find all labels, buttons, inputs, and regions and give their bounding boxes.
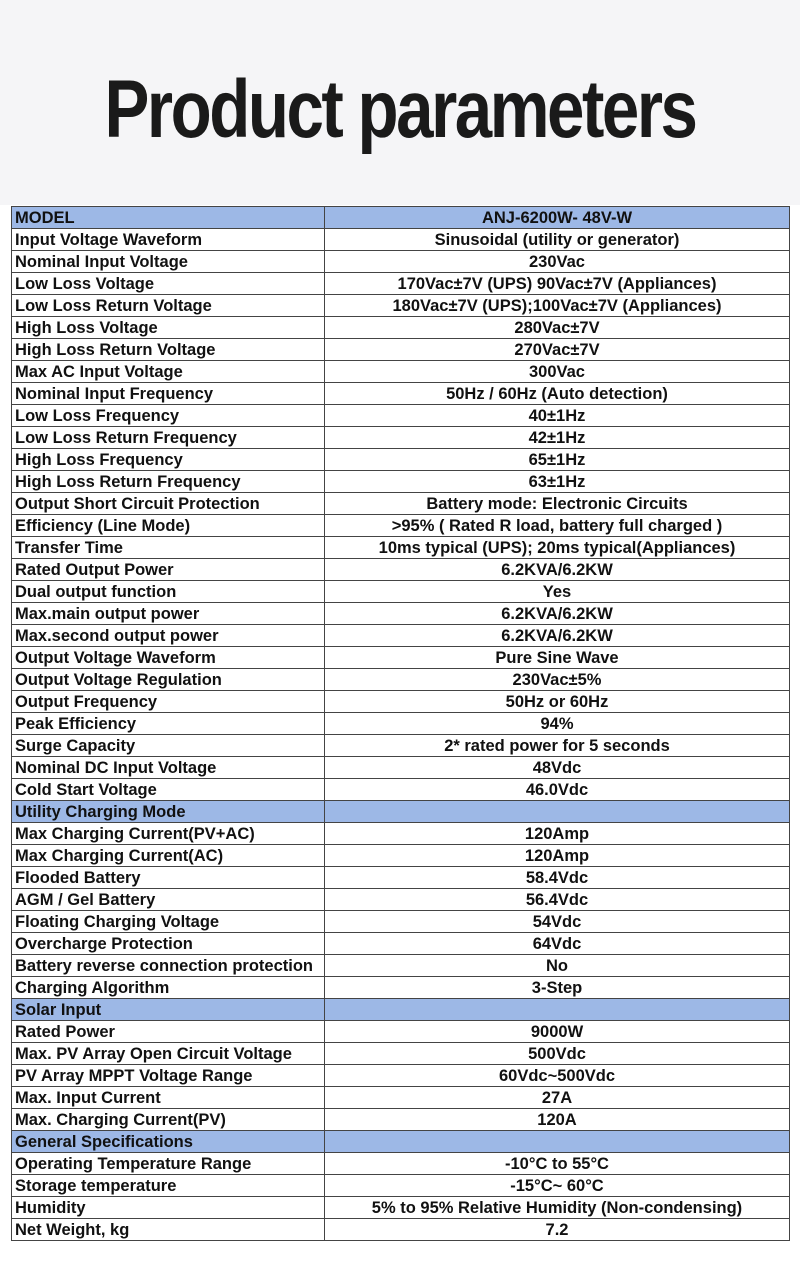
parameter-value: 170Vac±7V (UPS) 90Vac±7V (Appliances) <box>325 273 790 295</box>
parameter-label: Max.main output power <box>12 603 325 625</box>
parameter-value: 56.4Vdc <box>325 889 790 911</box>
table-row <box>12 603 790 625</box>
parameter-label: Low Loss Frequency <box>12 405 325 427</box>
table-row <box>12 383 790 405</box>
parameter-value: Pure Sine Wave <box>325 647 790 669</box>
parameter-label: Max. Charging Current(PV) <box>12 1109 325 1131</box>
parameter-label: Output Short Circuit Protection <box>12 493 325 515</box>
parameter-label: Max.second output power <box>12 625 325 647</box>
parameter-label: Cold Start Voltage <box>12 779 325 801</box>
parameter-label: Charging Algorithm <box>12 977 325 999</box>
table-row <box>12 779 790 801</box>
parameter-label: Low Loss Return Frequency <box>12 427 325 449</box>
table-row <box>12 405 790 427</box>
parameter-value: Yes <box>325 581 790 603</box>
table-row <box>12 471 790 493</box>
parameter-value: 230Vac <box>325 251 790 273</box>
parameter-value: 60Vdc~500Vdc <box>325 1065 790 1087</box>
table-row <box>12 1065 790 1087</box>
table-row <box>12 889 790 911</box>
table-row <box>12 559 790 581</box>
parameter-label: Battery reverse connection protection <box>12 955 325 977</box>
table-row <box>12 317 790 339</box>
parameter-label: High Loss Voltage <box>12 317 325 339</box>
parameter-label: Rated Power <box>12 1021 325 1043</box>
parameter-value: 2* rated power for 5 seconds <box>325 735 790 757</box>
parameter-value: 46.0Vdc <box>325 779 790 801</box>
parameter-label: Transfer Time <box>12 537 325 559</box>
section-title: Utility Charging Mode <box>12 801 325 823</box>
section-value <box>325 1131 790 1153</box>
parameter-value: 270Vac±7V <box>325 339 790 361</box>
parameter-label: Output Voltage Waveform <box>12 647 325 669</box>
parameter-label: High Loss Frequency <box>12 449 325 471</box>
parameters-table-body <box>12 207 790 1241</box>
table-row <box>12 647 790 669</box>
parameter-label: Net Weight, kg <box>12 1219 325 1241</box>
parameter-value: 230Vac±5% <box>325 669 790 691</box>
page-title: Product parameters <box>104 64 696 155</box>
header-label: MODEL <box>12 207 325 229</box>
table-row <box>12 1087 790 1109</box>
table-row <box>12 1021 790 1043</box>
parameter-value: >95% ( Rated R load, battery full charged ) <box>325 515 790 537</box>
parameter-value: 58.4Vdc <box>325 867 790 889</box>
parameter-value: Sinusoidal (utility or generator) <box>325 229 790 251</box>
parameter-label: High Loss Return Voltage <box>12 339 325 361</box>
table-row <box>12 1109 790 1131</box>
parameter-label: Dual output function <box>12 581 325 603</box>
parameter-value: 63±1Hz <box>325 471 790 493</box>
parameter-value: No <box>325 955 790 977</box>
table-row <box>12 449 790 471</box>
parameter-label: Flooded Battery <box>12 867 325 889</box>
table-row <box>12 1153 790 1175</box>
parameter-value: 6.2KVA/6.2KW <box>325 625 790 647</box>
table-row <box>12 911 790 933</box>
parameter-value: 9000W <box>325 1021 790 1043</box>
table-row <box>12 229 790 251</box>
table-row <box>12 493 790 515</box>
parameter-value: 500Vdc <box>325 1043 790 1065</box>
parameter-label: AGM / Gel Battery <box>12 889 325 911</box>
parameter-label: Input Voltage Waveform <box>12 229 325 251</box>
parameter-value: 64Vdc <box>325 933 790 955</box>
header-value: ANJ-6200W- 48V-W <box>325 207 790 229</box>
parameter-label: Max. PV Array Open Circuit Voltage <box>12 1043 325 1065</box>
section-header-row <box>12 999 790 1021</box>
table-row <box>12 669 790 691</box>
parameter-label: Max Charging Current(PV+AC) <box>12 823 325 845</box>
table-row <box>12 1175 790 1197</box>
parameter-value: 6.2KVA/6.2KW <box>325 603 790 625</box>
parameter-label: Surge Capacity <box>12 735 325 757</box>
parameter-label: Low Loss Voltage <box>12 273 325 295</box>
section-value <box>325 999 790 1021</box>
parameter-value: 40±1Hz <box>325 405 790 427</box>
table-row <box>12 977 790 999</box>
parameter-value: 27A <box>325 1087 790 1109</box>
parameter-value: 50Hz / 60Hz (Auto detection) <box>325 383 790 405</box>
table-row <box>12 845 790 867</box>
table-row <box>12 955 790 977</box>
parameter-value: 94% <box>325 713 790 735</box>
table-row <box>12 757 790 779</box>
parameter-label: Output Voltage Regulation <box>12 669 325 691</box>
table-row <box>12 273 790 295</box>
table-row <box>12 735 790 757</box>
parameter-value: 120A <box>325 1109 790 1131</box>
parameter-value: 42±1Hz <box>325 427 790 449</box>
parameter-label: Storage temperature <box>12 1175 325 1197</box>
parameter-value: 6.2KVA/6.2KW <box>325 559 790 581</box>
table-row <box>12 581 790 603</box>
table-row <box>12 933 790 955</box>
parameter-value: 280Vac±7V <box>325 317 790 339</box>
parameter-value: Battery mode: Electronic Circuits <box>325 493 790 515</box>
parameter-label: Output Frequency <box>12 691 325 713</box>
parameter-value: 5% to 95% Relative Humidity (Non-condensing) <box>325 1197 790 1219</box>
parameter-label: Low Loss Return Voltage <box>12 295 325 317</box>
parameter-label: Floating Charging Voltage <box>12 911 325 933</box>
table-row <box>12 295 790 317</box>
section-header-row <box>12 1131 790 1153</box>
section-title: Solar Input <box>12 999 325 1021</box>
parameter-value: 180Vac±7V (UPS);100Vac±7V (Appliances) <box>325 295 790 317</box>
parameter-label: Nominal Input Voltage <box>12 251 325 273</box>
table-row <box>12 823 790 845</box>
table-row <box>12 1197 790 1219</box>
parameter-label: Nominal DC Input Voltage <box>12 757 325 779</box>
parameter-value: 120Amp <box>325 845 790 867</box>
parameter-label: PV Array MPPT Voltage Range <box>12 1065 325 1087</box>
parameter-label: Max Charging Current(AC) <box>12 845 325 867</box>
section-title: General Specifications <box>12 1131 325 1153</box>
parameter-value: 120Amp <box>325 823 790 845</box>
parameter-label: Overcharge Protection <box>12 933 325 955</box>
parameter-value: 54Vdc <box>325 911 790 933</box>
parameters-table <box>11 206 790 1241</box>
parameter-value: 300Vac <box>325 361 790 383</box>
table-row <box>12 361 790 383</box>
table-row <box>12 339 790 361</box>
table-row <box>12 625 790 647</box>
parameter-value: 50Hz or 60Hz <box>325 691 790 713</box>
parameter-label: Operating Temperature Range <box>12 1153 325 1175</box>
parameter-label: Max. Input Current <box>12 1087 325 1109</box>
parameter-value: 7.2 <box>325 1219 790 1241</box>
parameter-value: -10°C to 55°C <box>325 1153 790 1175</box>
table-row <box>12 691 790 713</box>
table-row <box>12 867 790 889</box>
parameter-value: -15°C~ 60°C <box>325 1175 790 1197</box>
parameter-label: Rated Output Power <box>12 559 325 581</box>
table-header-row <box>12 207 790 229</box>
section-value <box>325 801 790 823</box>
parameter-value: 65±1Hz <box>325 449 790 471</box>
table-row <box>12 1043 790 1065</box>
table-row <box>12 515 790 537</box>
section-header-row <box>12 801 790 823</box>
table-row <box>12 713 790 735</box>
parameter-label: Nominal Input Frequency <box>12 383 325 405</box>
parameter-value: 10ms typical (UPS); 20ms typical(Appliances) <box>325 537 790 559</box>
parameter-value: 3-Step <box>325 977 790 999</box>
table-row <box>12 537 790 559</box>
parameter-label: Peak Efficiency <box>12 713 325 735</box>
table-row <box>12 1219 790 1241</box>
parameter-label: Efficiency (Line Mode) <box>12 515 325 537</box>
table-row <box>12 251 790 273</box>
table-row <box>12 427 790 449</box>
parameter-value: 48Vdc <box>325 757 790 779</box>
parameter-label: Max AC Input Voltage <box>12 361 325 383</box>
parameter-label: High Loss Return Frequency <box>12 471 325 493</box>
parameter-label: Humidity <box>12 1197 325 1219</box>
